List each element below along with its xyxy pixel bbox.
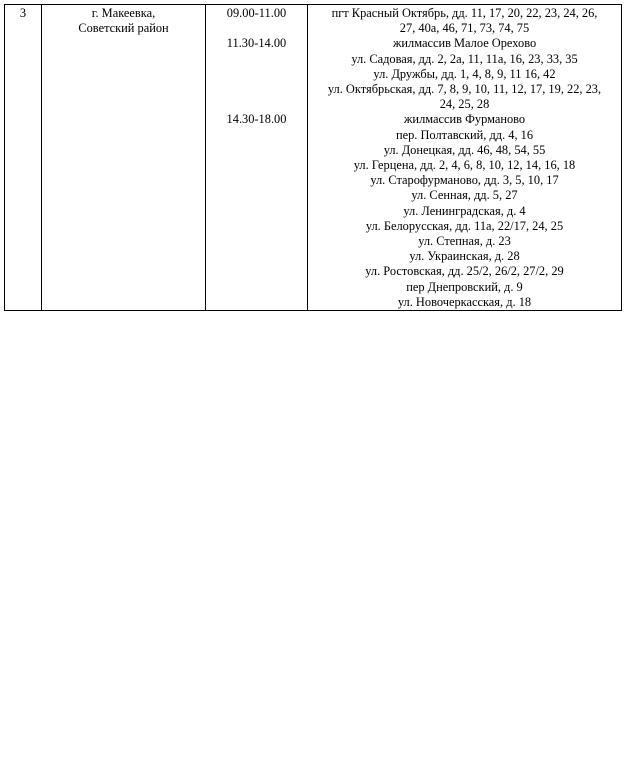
address-line: пер Днепровский, д. 9 [406, 279, 523, 294]
table-row [5, 5, 622, 311]
address-line: ул. Старофурманово, дд. 3, 5, 10, 17 [370, 173, 559, 188]
city-name: г. Макеевка, [91, 6, 156, 20]
address-line: ул. Степная, д. 23 [418, 234, 511, 249]
address-cell [308, 5, 622, 311]
address-line: ул. Октябрьская, дд. 7, 8, 9, 10, 11, 12, 17, 19, 22, 23, [327, 82, 602, 97]
row-number: 3 [19, 6, 27, 20]
row-number-cell [5, 5, 42, 311]
address-line: ул. Украинская, д. 28 [409, 249, 520, 264]
address-line: ул. Сенная, дд. 5, 27 [411, 188, 518, 203]
address-line: ул. Ростовская, дд. 25/2, 26/2, 27/2, 29 [365, 264, 564, 279]
address-line: ул. Новочеркасская, д. 18 [397, 294, 532, 309]
time-slot: 11.30-14.00 [226, 36, 287, 51]
district-name: Советский район [78, 21, 169, 36]
address-line: пгт Красный Октябрь, дд. 11, 17, 20, 22, 23, 24, 26, [331, 6, 598, 20]
address-line: 24, 25, 28 [439, 97, 490, 112]
address-line: пер. Полтавский, дд. 4, 16 [395, 127, 534, 142]
address-line: 27, 40а, 46, 71, 73, 74, 75 [399, 21, 530, 36]
time-cell [206, 5, 308, 311]
time-slot: 14.30-18.00 [226, 112, 287, 127]
address-line: ул. Герцена, дд. 2, 4, 6, 8, 10, 12, 14, 16, 18 [353, 158, 576, 173]
address-line: ул. Ленинградская, д. 4 [403, 203, 526, 218]
address-line: ул. Донецкая, дд. 46, 48, 54, 55 [383, 142, 546, 157]
schedule-table [4, 4, 622, 311]
address-line: ул. Садовая, дд. 2, 2а, 11, 11а, 16, 23, 33, 35 [351, 51, 578, 66]
address-line: жилмассив Фурманово [403, 112, 526, 127]
address-line: жилмассив Малое Орехово [392, 36, 537, 51]
address-line: ул. Дружбы, дд. 1, 4, 8, 9, 11 16, 42 [373, 66, 556, 81]
address-line: ул. Белорусская, дд. 11а, 22/17, 24, 25 [365, 218, 564, 233]
city-cell [42, 5, 206, 311]
time-slot: 09.00-11.00 [226, 6, 287, 20]
